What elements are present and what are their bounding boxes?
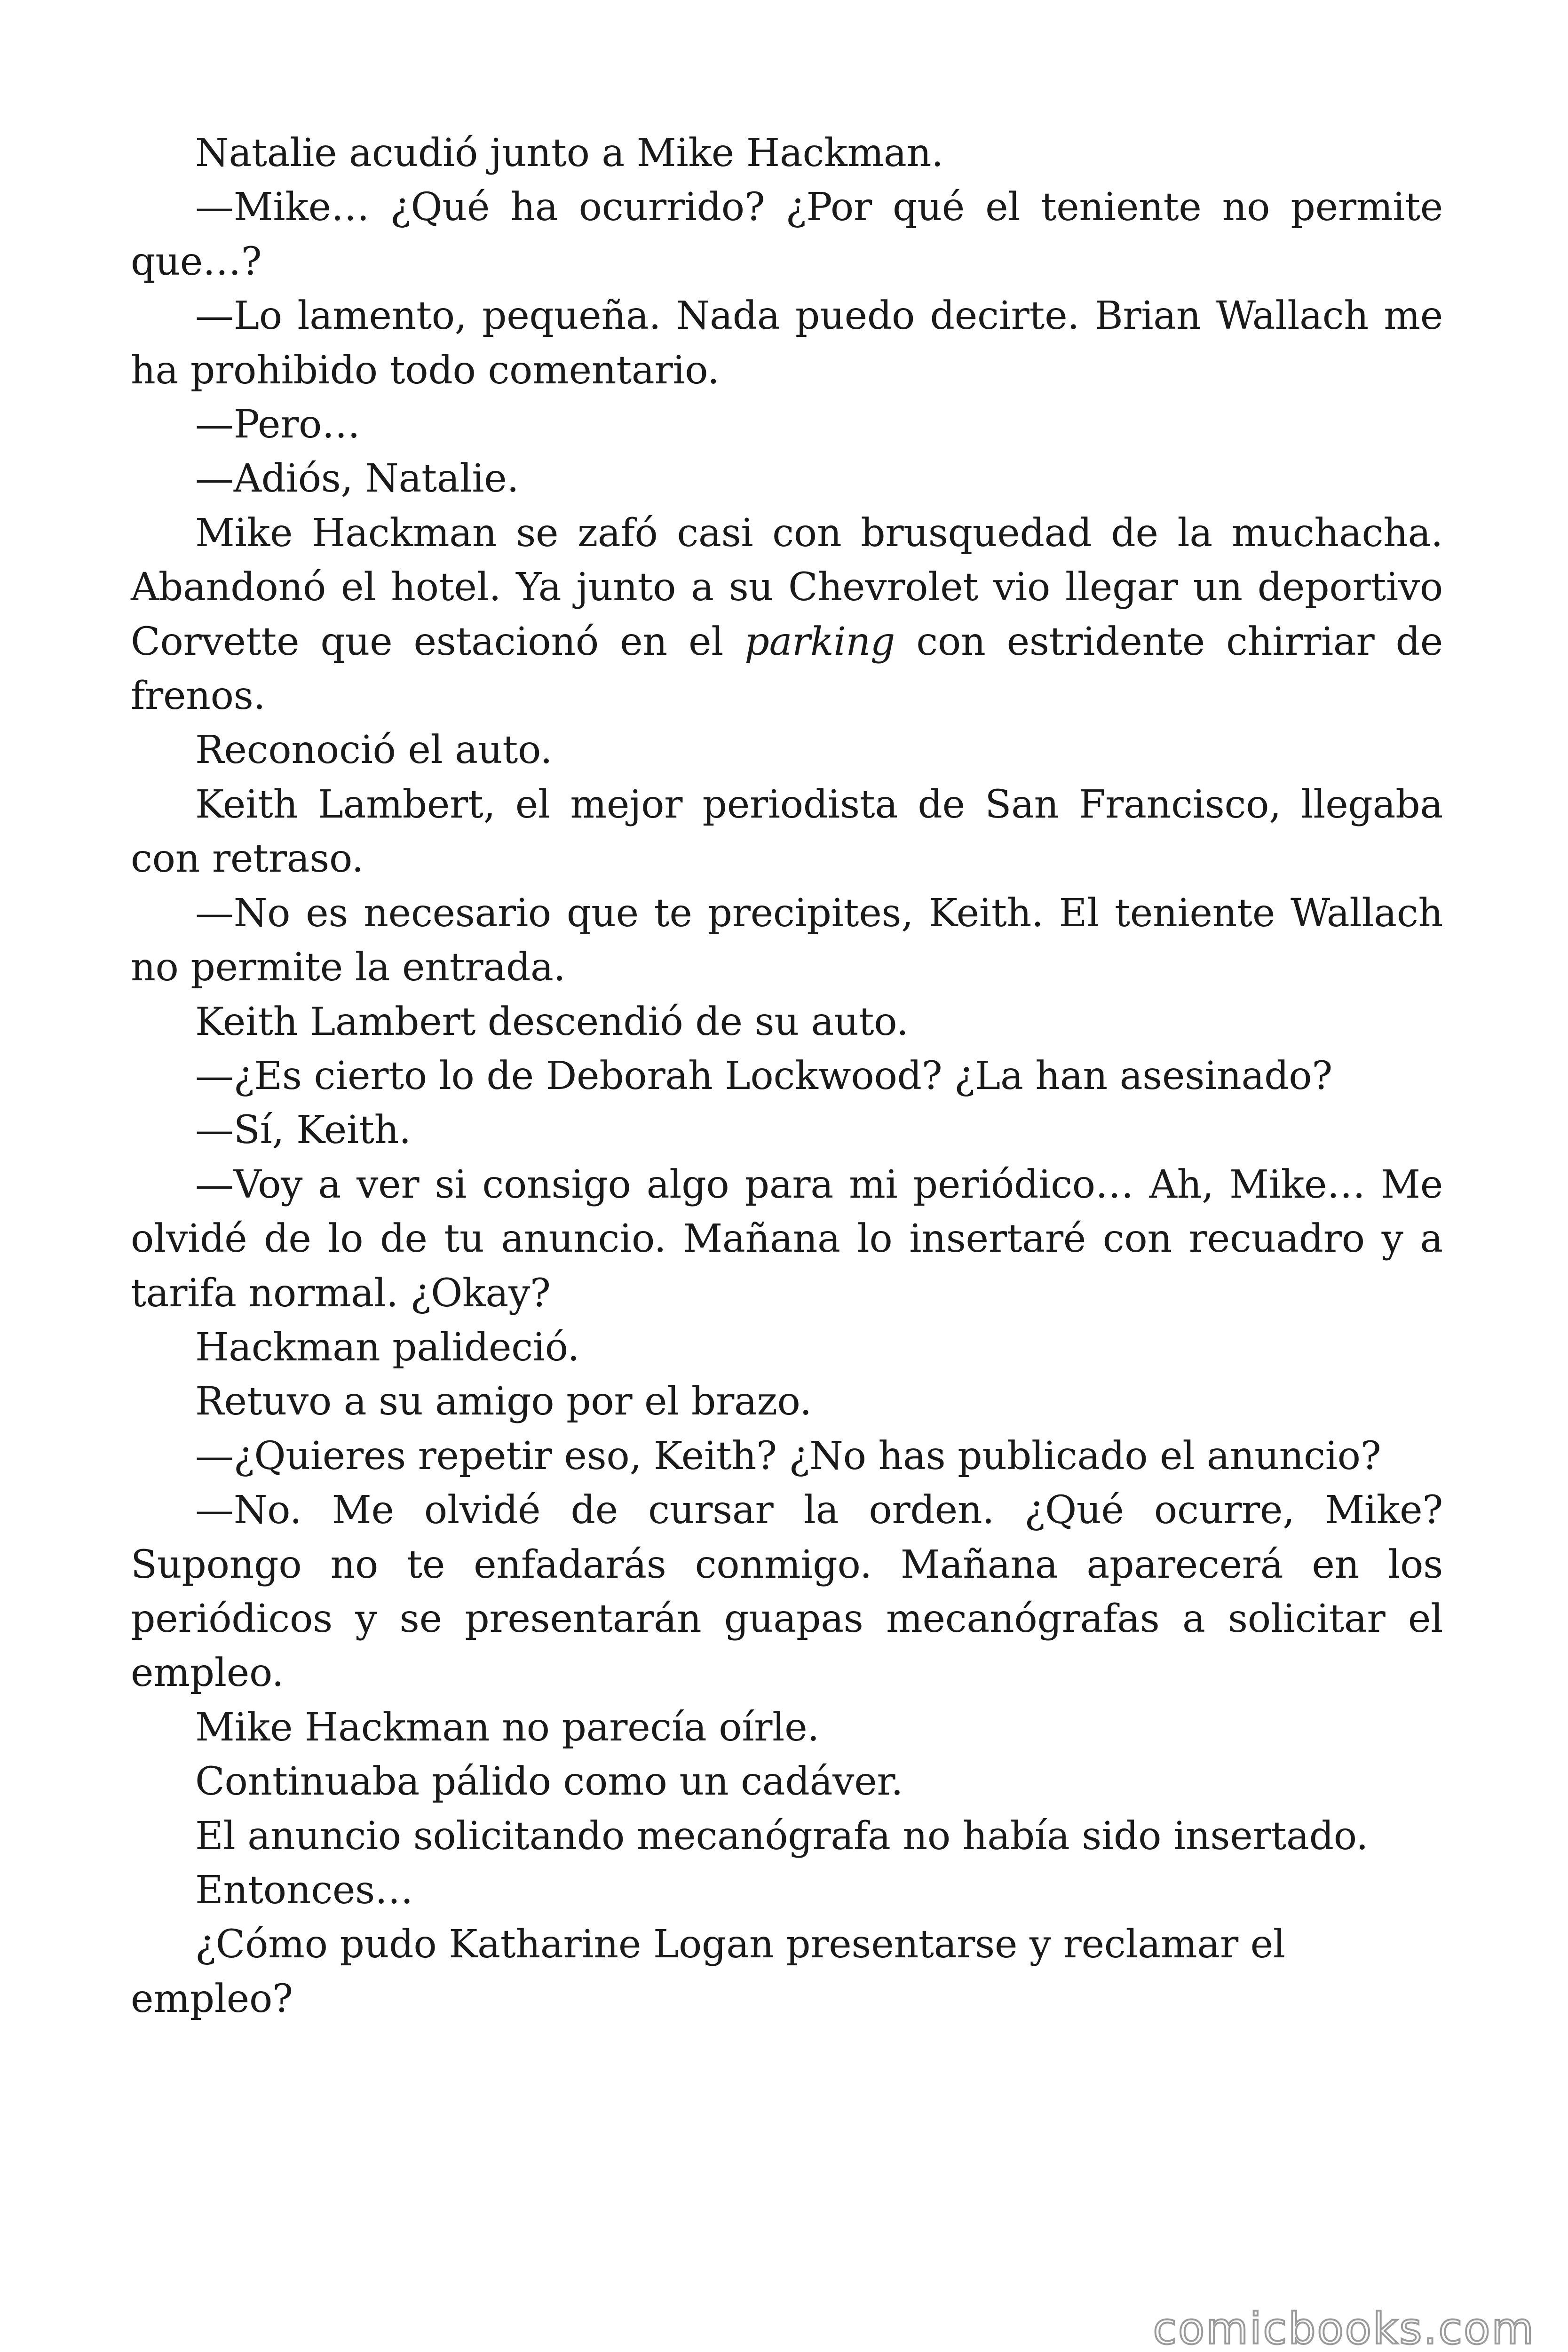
paragraph: —Adiós, Natalie. [195, 456, 519, 501]
paragraph: Keith Lambert descendió de su auto. [195, 999, 909, 1044]
paragraph [131, 506, 1443, 723]
paragraph: —Lo lamento, pequeña. Nada puedo decirte. Brian Wallach me ha prohibido todo comentario. [131, 294, 1443, 393]
paragraph: —Mike… ¿Qué ha ocurrido? ¿Por qué el teniente no permite que…? [131, 185, 1443, 284]
italic-term: parking [744, 619, 895, 664]
paragraph: Keith Lambert, el mejor periodista de San Francisco, llegaba con retraso. [131, 782, 1443, 882]
paragraph: —No. Me olvidé de cursar la orden. ¿Qué ocurre, Mike? Supongo no te enfadarás conmigo. Mañana aparecerá en los periódicos y se presentarán guapas mecanógrafas a solicitar el empleo. [131, 1488, 1443, 1696]
paragraph: El anuncio solicitando mecanógrafa no había sido insertado. [195, 1813, 1369, 1859]
paragraph: Natalie acudió junto a Mike Hackman. [195, 131, 943, 175]
paragraph: —¿Quieres repetir eso, Keith? ¿No has publicado el anuncio? [195, 1433, 1381, 1478]
paragraph: Reconoció el auto. [195, 728, 553, 773]
paragraph: —Voy a ver si consigo algo para mi periódico… Ah, Mike… Me olvidé de lo de tu anuncio. Mañana lo insertaré con recuadro y a tarifa normal. ¿Okay? [131, 1162, 1443, 1316]
watermark: comicbooks.com [1153, 2304, 1535, 2352]
paragraph: —¿Es cierto lo de Deborah Lockwood? ¿La han asesinado? [195, 1053, 1333, 1098]
paragraph: Mike Hackman no parecía oírle. [195, 1705, 820, 1750]
paragraph: —No es necesario que te precipites, Keith. El teniente Wallach no permite la entrada. [131, 890, 1443, 990]
paragraph: —Sí, Keith. [195, 1108, 411, 1153]
paragraph: Retuvo a su amigo por el brazo. [195, 1379, 812, 1424]
body-text [131, 126, 1443, 2026]
paragraph-text: con estridente chirriar de frenos. [131, 619, 1443, 719]
paragraph: Hackman palideció. [195, 1325, 580, 1370]
paragraph: Continuaba pálido como un cadáver. [195, 1759, 903, 1804]
paragraph: —Pero… [195, 402, 360, 447]
paragraph-text: Mike Hackman se zafó casi con brusquedad de la muchacha. Abandonó el hotel. Ya junto a su Chevrolet vio llegar un deportivo Corvette que estacionó en el [131, 510, 1443, 664]
paragraph: ¿Cómo pudo Katharine Logan presentarse y reclamar el empleo? [131, 1922, 1285, 2021]
paragraph: Entonces… [195, 1868, 413, 1913]
